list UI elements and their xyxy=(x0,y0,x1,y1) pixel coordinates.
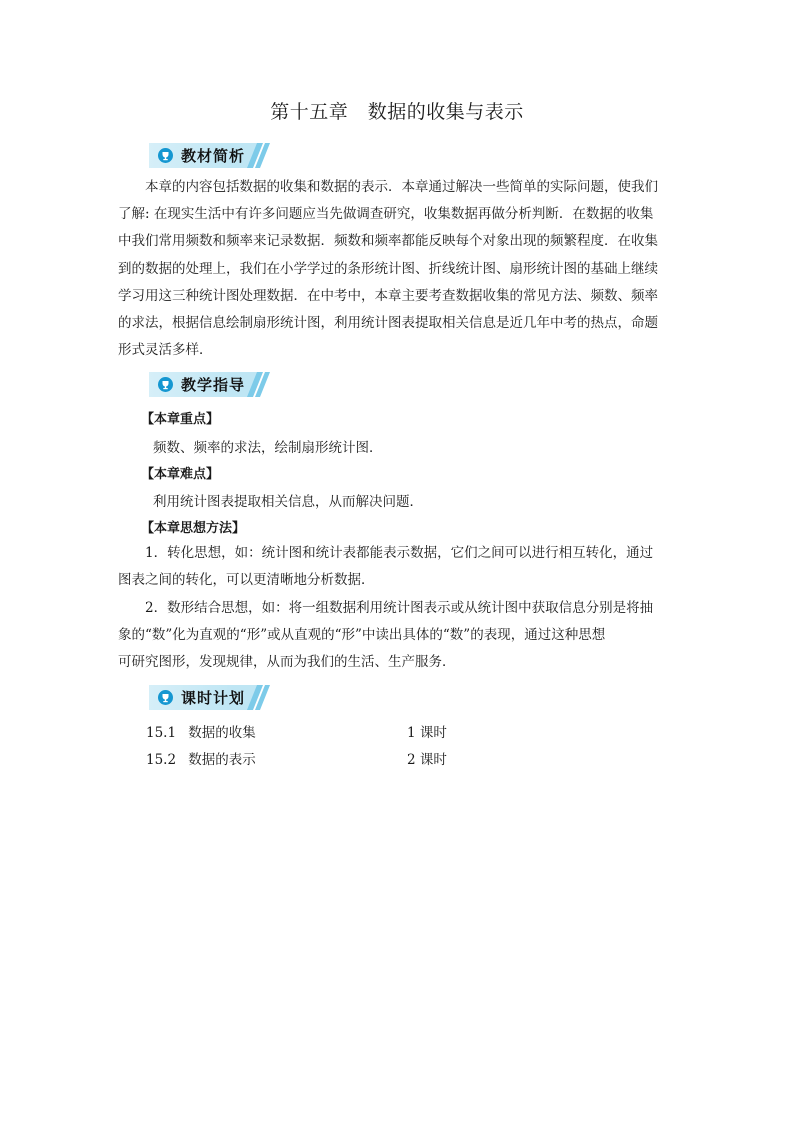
plan-row-hours: 2 课时 xyxy=(407,752,447,768)
section-label: 教材简析 xyxy=(181,147,246,165)
chapter-title: 第十五章 数据的收集与表示 xyxy=(270,101,524,123)
paragraph-line: 2．数形结合思想，如：将一组数据利用统计图表示或从统计图中获取信息分别是将抽 xyxy=(145,600,654,616)
key-points-text: 频数、频率的求法，绘制扇形统计图． xyxy=(153,440,383,456)
paragraph-line: 可研究图形，发现规律，从而为我们的生活、生产服务． xyxy=(118,654,456,671)
plan-row-title: 数据的表示 xyxy=(188,752,256,768)
plan-row xyxy=(146,721,256,741)
method2-paragraph xyxy=(118,595,676,677)
difficulties-heading: 【本章难点】 xyxy=(141,467,220,482)
paragraph-line: 图表之间的转化，可以更清晰地分析数据． xyxy=(118,572,375,589)
paragraph-line: 象的“数”化为直观的“形”或从直观的“形”中读出具体的“数”的表现，通过这种思想 xyxy=(118,627,606,644)
plan-row-hours: 1 课时 xyxy=(407,725,447,741)
section-banner-plan xyxy=(149,685,273,710)
paragraph-line: 了解: 在现实生活中有许多问题应当先做调查研究，收集数据再做分析判断．在数据的收集 xyxy=(118,206,654,223)
difficulties-text: 利用统计图表提取相关信息，从而解决问题． xyxy=(153,494,423,510)
methods-heading: 【本章思想方法】 xyxy=(141,521,246,536)
section-banner-overview xyxy=(149,143,273,168)
trophy-icon xyxy=(158,148,173,163)
paragraph-line: 学习用这三种统计图处理数据．在中考中，本章主要考查数据收集的常见方法、频数、频率 xyxy=(118,287,658,304)
paragraph-line: 到的数据的处理上，我们在小学学过的条形统计图、折线统计图、扇形统计图的基础上继续 xyxy=(118,260,658,277)
section-label: 课时计划 xyxy=(181,689,246,707)
method1-paragraph xyxy=(118,540,676,594)
paragraph-line: 中我们常用频数和频率来记录数据．频数和频率都能反映每个对象出现的频繁程度．在收集 xyxy=(118,233,658,250)
paragraph-line: 的求法，根据信息绘制扇形统计图，利用统计图表提取相关信息是近几年中考的热点，命题 xyxy=(118,315,658,332)
plan-row xyxy=(146,748,256,768)
paragraph-line: 1．转化思想，如：统计图和统计表都能表示数据，它们之间可以进行相互转化，通过 xyxy=(145,545,654,561)
section-label: 教学指导 xyxy=(181,376,246,394)
plan-row-number: 15.1 xyxy=(146,725,177,741)
plan-row-title: 数据的收集 xyxy=(188,725,256,741)
section-banner-guidance xyxy=(149,372,273,397)
overview-paragraph xyxy=(118,174,676,364)
plan-row-number: 15.2 xyxy=(146,752,177,768)
paragraph-line: 形式灵活多样． xyxy=(118,342,213,359)
key-points-heading: 【本章重点】 xyxy=(141,412,220,427)
trophy-icon xyxy=(158,377,173,392)
trophy-icon xyxy=(158,690,173,705)
paragraph-line: 本章的内容包括数据的收集和数据的表示．本章通过解决一些简单的实际问题，使我们 xyxy=(145,179,658,195)
